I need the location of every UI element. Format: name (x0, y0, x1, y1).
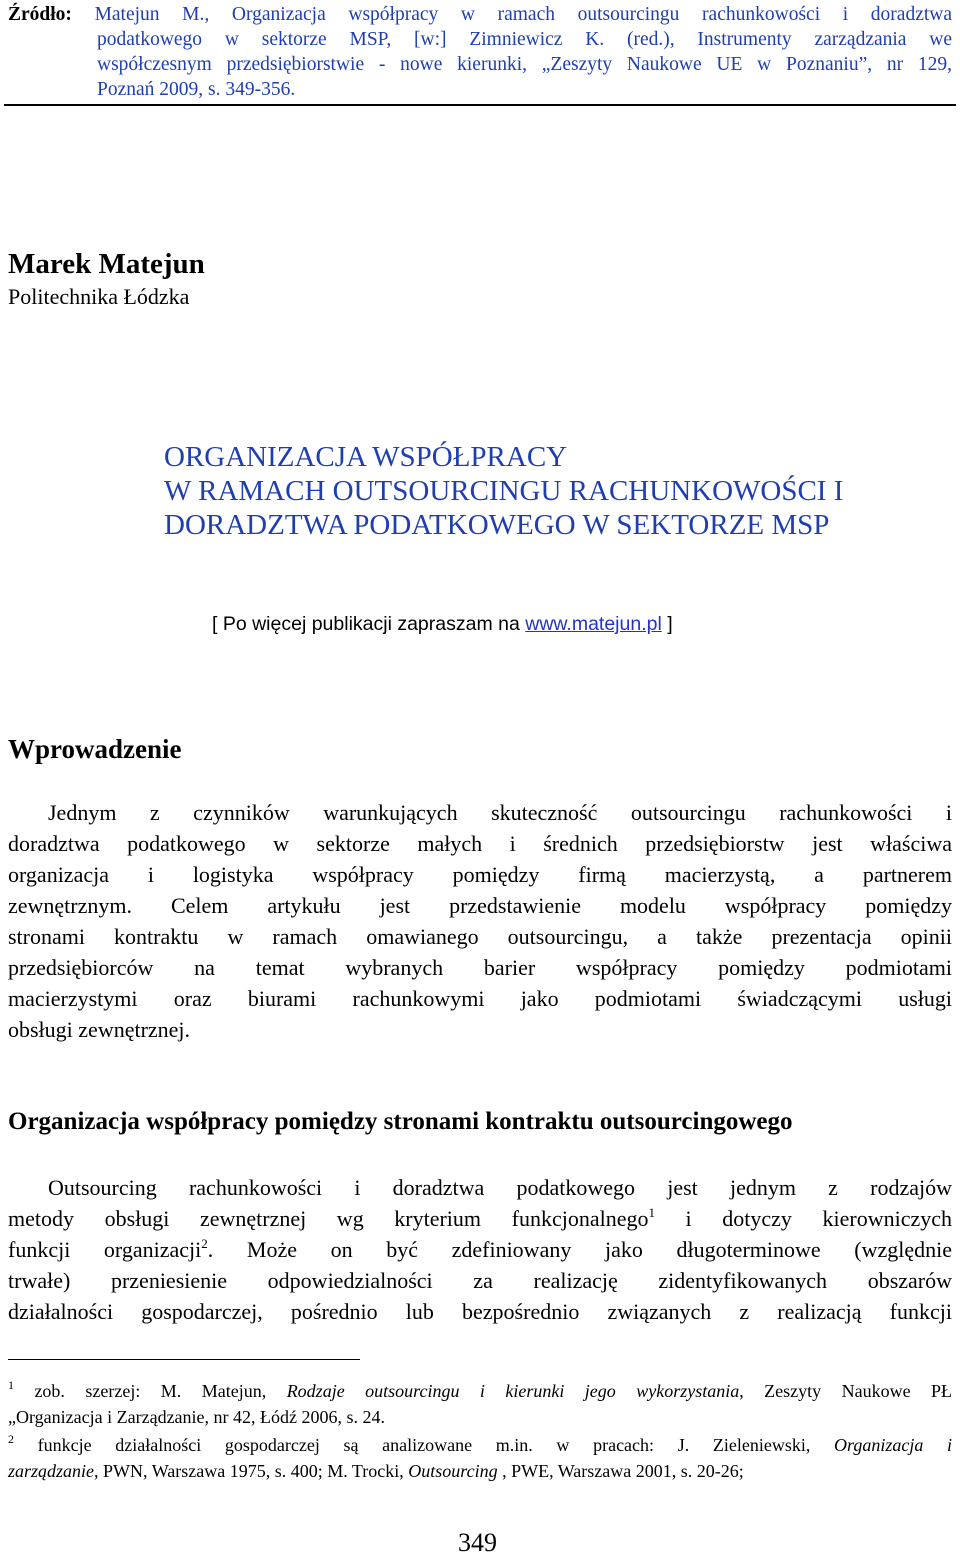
intro-line-5: stronami kontraktu w ramach omawianego outsourcingu, a także prezentacja opinii (8, 924, 952, 949)
footnote-2-title-1: Organizacja i (834, 1435, 952, 1455)
footnote-2-title-1-cont: zarządzanie (8, 1461, 95, 1481)
page-number: 349 (458, 1528, 497, 1557)
source-line-1: Matejun M., Organizacja współpracy w ramach outsourcingu rachunkowości i doradztwa (94, 4, 952, 25)
section2-paragraph (8, 1172, 952, 1327)
footnote-1 (8, 1378, 952, 1430)
footnote-2-title-2: Outsourcing (408, 1461, 498, 1481)
s2-line-2-text: metody obsługi zewnętrznej wg kryterium funkcjonalnego (8, 1206, 649, 1231)
section-heading-intro: Wprowadzenie (8, 734, 182, 764)
footnote-2 (8, 1432, 952, 1484)
s2-line-2 (8, 1203, 952, 1234)
footnote-2-text: funkcje działalności gospodarczej są analizowane m.in. w pracach: J. Zieleniewski, (14, 1435, 834, 1455)
footnote-ref-2[interactable]: 2 (201, 1236, 208, 1251)
promo-text-after: ] (661, 613, 673, 635)
title-line-2: W RAMACH OUTSOURCINGU RACHUNKOWOŚCI I (164, 475, 844, 507)
header-divider (4, 104, 956, 106)
title-line-3: DORADZTWA PODATKOWEGO W SEKTORZE MSP (164, 509, 830, 541)
footnote-1-text: zob. szerzej: M. Matejun, (14, 1381, 287, 1401)
footnote-1-line-2: „Organizacja i Zarządzanie, nr 42, Łódź 2006, s. 24. (8, 1407, 386, 1427)
footnote-2-text-c: , PWE, Warszawa 2001, s. 20-26; (497, 1461, 744, 1481)
section-heading-organization: Organizacja współpracy pomiędzy stronami kontraktu outsourcingowego (8, 1108, 793, 1135)
footnote-1-title: Rodzaje outsourcingu i kierunki jego wykorzystania (286, 1381, 740, 1401)
intro-line-3: organizacja i logistyka współpracy pomiędzy firmą macierzystą, a partnerem (8, 862, 952, 887)
intro-line-4: zewnętrznym. Celem artykułu jest przedstawienie modelu współpracy pomiędzy (8, 893, 952, 918)
author-name: Marek Matejun (8, 248, 205, 280)
author-affiliation: Politechnika Łódzka (8, 284, 190, 309)
website-link[interactable]: www.matejun.pl (525, 613, 662, 635)
source-citation (8, 2, 952, 102)
intro-line-1: Jednym z czynników warunkujących skuteczność outsourcingu rachunkowości i (48, 800, 952, 825)
paper-title (164, 440, 954, 542)
intro-line-2: doradztwa podatkowego w sektorze małych i średnich przedsiębiorstw jest właściwa (8, 831, 952, 856)
s2-line-1: Outsourcing rachunkowości i doradztwa podatkowego jest jednym z rodzajów (48, 1175, 952, 1200)
title-line-1: ORGANIZACJA WSPÓŁPRACY (164, 441, 568, 473)
footnote-divider (8, 1359, 360, 1360)
footnote-2-text-b: , PWN, Warszawa 1975, s. 400; M. Trocki, (94, 1461, 409, 1481)
s2-line-3-text-b: . Może on być zdefiniowany jako długoterminowe (względnie (207, 1237, 953, 1262)
footnote-1-number: 1 (8, 1378, 14, 1392)
intro-line-6: przedsiębiorców na temat wybranych barier współpracy pomiędzy podmiotami (8, 955, 952, 980)
promo-text-before: [ Po więcej publikacji zapraszam na (212, 613, 526, 635)
footnote-2-number: 2 (8, 1432, 14, 1446)
intro-line-7: macierzystymi oraz biurami rachunkowymi jako podmiotami świadczącymi usługi (8, 986, 952, 1011)
intro-line-8: obsługi zewnętrznej. (8, 1017, 191, 1042)
source-line-4: Poznań 2009, s. 349-356. (97, 79, 296, 100)
s2-line-4: trwałe) przeniesienie odpowiedzialności za realizację zidentyfikowanych obszarów (8, 1268, 952, 1293)
promo-note (212, 613, 673, 636)
footnote-1-text-b: , Zeszyty Naukowe PŁ (739, 1381, 953, 1401)
intro-paragraph (8, 797, 952, 1045)
source-label: Źródło: (8, 4, 72, 25)
footnote-ref-1[interactable]: 1 (648, 1205, 655, 1220)
s2-line-2-text-b: i dotyczy kierowniczych (654, 1206, 952, 1231)
s2-line-3 (8, 1234, 952, 1265)
s2-line-3-text: funkcji organizacji (8, 1237, 202, 1262)
s2-line-5: działalności gospodarczej, pośrednio lub bezpośrednio związanych z realizacją funkcji (8, 1299, 952, 1324)
source-line-2: podatkowego w sektorze MSP, [w:] Zimniewicz K. (red.), Instrumenty zarządzania we (97, 29, 952, 50)
source-line-3: współczesnym przedsiębiorstwie - nowe kierunki, „Zeszyty Naukowe UE w Poznaniu”, nr 129, (97, 54, 952, 75)
